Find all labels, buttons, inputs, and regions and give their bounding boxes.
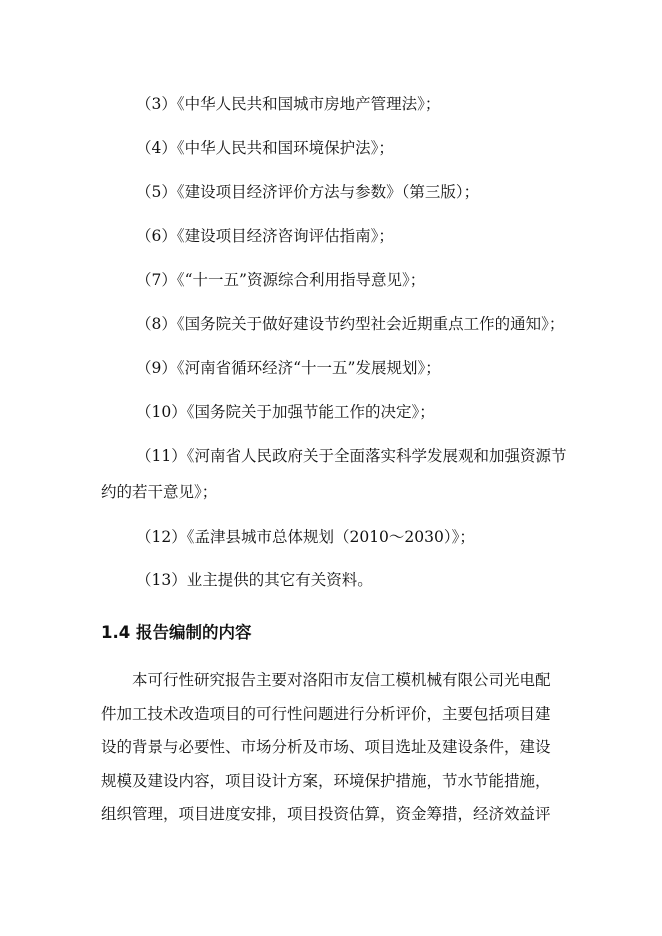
paragraph-line: 件加工技术改造项目的可行性问题进行分析评价，主要包括项目建 (101, 704, 551, 723)
reference-item-3: （3）《中华人民共和国城市房地产管理法》； (136, 95, 441, 113)
reference-item-10: （10）《国务院关于加强节能工作的决定》； (136, 403, 435, 421)
reference-item-11-continued: 约的若干意见》； (101, 483, 218, 501)
reference-item-11: （11）《河南省人民政府关于全面落实科学发展观和加强资源节 (136, 447, 567, 465)
reference-item-4: （4）《中华人民共和国环境保护法》； (136, 139, 394, 157)
reference-item-6: （6）《建设项目经济咨询评估指南》； (136, 227, 394, 245)
section-paragraph (101, 664, 561, 832)
section-heading: 1.4 报告编制的内容 (101, 623, 252, 642)
reference-item-8: （8）《国务院关于做好建设节约型社会近期重点工作的通知》； (136, 315, 565, 333)
paragraph-line: 组织管理，项目进度安排，项目投资估算，资金筹措，经济效益评 (101, 805, 551, 823)
paragraph-line: 设的背景与必要性、市场分析及市场、项目选址及建设条件，建设 (101, 738, 551, 756)
reference-item-13: （13）业主提供的其它有关资料。 (136, 571, 373, 589)
reference-item-7: （7）《“十一五”资源综合利用指导意见》； (136, 271, 426, 289)
paragraph-line: 规模及建设内容，项目设计方案，环境保护措施，节水节能措施， (101, 771, 551, 790)
paragraph-line: 本可行性研究报告主要对洛阳市友信工模机械有限公司光电配 (132, 671, 551, 689)
reference-item-9: （9）《河南省循环经济“十一五”发展规划》； (136, 359, 441, 377)
reference-item-5: （5）《建设项目经济评价方法与参数》（第三版）； (136, 183, 480, 201)
reference-item-12: （12）《孟津县城市总体规划（2010～2030）》； (136, 528, 475, 546)
